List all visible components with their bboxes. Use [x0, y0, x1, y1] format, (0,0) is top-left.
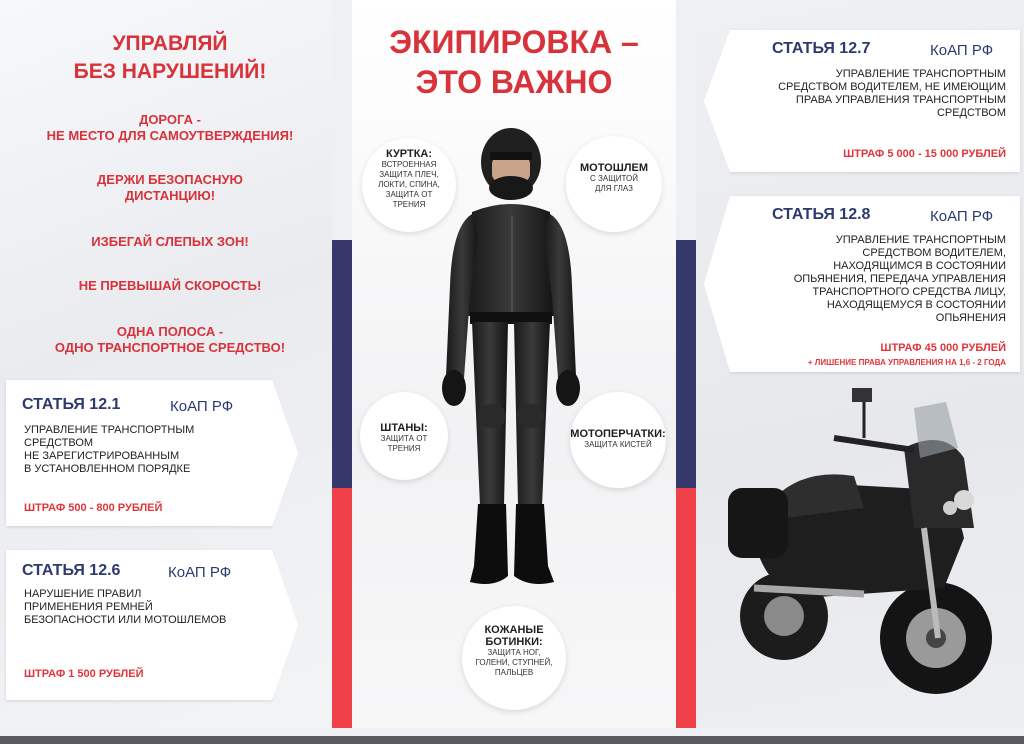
slogan-line-2: БЕЗ НАРУШЕНИЙ! [73, 60, 267, 83]
article-title: СТАТЬЯ 12.1 [22, 396, 121, 413]
callout-text: ГОЛЕНИ, СТУПНЕЙ, [475, 658, 553, 667]
article-12-6-card [6, 550, 272, 700]
callout-title: КОЖАНЫЕ [484, 624, 544, 636]
tip-text: ОДНО ТРАНСПОРТНОЕ СРЕДСТВО! [54, 340, 286, 355]
callout-text: ЗАЩИТА ОТ [385, 190, 433, 199]
callout-text: ЗАЩИТА ПЛЕЧ, [379, 170, 439, 179]
tip-text: ИЗБЕГАЙ СЛЕПЫХ ЗОН! [91, 234, 249, 249]
gloves-callout [570, 392, 666, 488]
article-text [24, 588, 264, 627]
article-text-line: СРЕДСТВОМ [936, 107, 1006, 119]
callout-title: МОТОПЕРЧАТКИ: [570, 428, 666, 440]
callout-text: ТРЕНИЯ [387, 444, 421, 453]
tip-lane [10, 324, 330, 356]
slogan-line-1: УПРАВЛЯЙ [112, 32, 228, 55]
article-text [24, 424, 264, 476]
pants-callout [360, 392, 448, 480]
callout-text: ЗАЩИТА КИСТЕЙ [584, 440, 652, 449]
callout-text: С ЗАЩИТОЙ [590, 174, 638, 183]
article-text-line: БЕЗОПАСНОСТИ ИЛИ МОТОШЛЕМОВ [24, 614, 227, 626]
article-text-line: ПРАВА УПРАВЛЕНИЯ ТРАНСПОРТНЫМ [795, 94, 1006, 106]
tip-text: НЕ ПРЕВЫШАЙ СКОРОСТЬ! [78, 278, 262, 293]
divider-bar-right [676, 240, 696, 728]
motorcycle-image [714, 388, 1020, 708]
article-text-line: УПРАВЛЕНИЕ ТРАНСПОРТНЫМ [835, 68, 1006, 80]
article-fine: ШТРАФ 45 000 РУБЛЕЙ [880, 342, 1006, 354]
tip-text: ДЕРЖИ БЕЗОПАСНУЮ [97, 172, 243, 187]
article-text-line: ПРИМЕНЕНИЯ РЕМНЕЙ [24, 601, 153, 613]
jacket-callout [362, 138, 456, 232]
article-code: КоАП РФ [930, 208, 994, 225]
tip-text: ОДНА ПОЛОСА - [116, 324, 224, 339]
article-text-line: НЕ ЗАРЕГИСТРИРОВАННЫМ [24, 450, 180, 462]
card-arrow [272, 550, 298, 700]
callout-text: ТРЕНИЯ [392, 200, 426, 209]
card-arrow [272, 380, 298, 526]
article-title: СТАТЬЯ 12.7 [772, 40, 871, 57]
callout-text: ЗАЩИТА НОГ, [487, 648, 541, 657]
article-fine: ШТРАФ 500 - 800 РУБЛЕЙ [24, 502, 163, 514]
callout-title: МОТОШЛЕМ [580, 162, 648, 174]
article-text-line: НАХОДЯЩИМСЯ В СОСТОЯНИИ [833, 260, 1006, 272]
article-text-line: НАРУШЕНИЕ ПРАВИЛ [24, 588, 142, 600]
rider-figure [434, 126, 584, 606]
title-line-1: ЭКИПИРОВКА – [389, 24, 639, 60]
article-text-line: УПРАВЛЕНИЕ ТРАНСПОРТНЫМ [24, 424, 195, 436]
tip-distance [10, 172, 330, 204]
tip-text: ДИСТАНЦИЮ! [124, 188, 216, 203]
article-text-line: СРЕДСТВОМ ВОДИТЕЛЕМ, НЕ ИМЕЮЩИМ [778, 81, 1006, 93]
article-text [740, 234, 1006, 325]
article-text-line: В УСТАНОВЛЕННОМ ПОРЯДКЕ [24, 463, 191, 475]
title-line-2: ЭТО ВАЖНО [415, 64, 613, 100]
article-text [740, 68, 1006, 120]
article-text-line: СРЕДСТВОМ [24, 437, 94, 449]
tip-road [10, 112, 330, 144]
main-slogan [20, 30, 320, 86]
helmet-callout [566, 136, 662, 232]
article-code: КоАП РФ [168, 564, 232, 581]
bottom-border [0, 736, 1024, 744]
article-text-line: ТРАНСПОРТНОГО СРЕДСТВА ЛИЦУ, [812, 286, 1006, 298]
tip-blind-spots [10, 234, 330, 250]
article-12-7-card [730, 30, 1020, 172]
article-text-line: ОПЬЯНЕНИЯ [935, 312, 1006, 324]
callout-title: БОТИНКИ: [485, 636, 543, 648]
article-title: СТАТЬЯ 12.6 [22, 562, 121, 579]
article-12-8-card [730, 196, 1020, 372]
callout-title: КУРТКА: [385, 148, 433, 160]
callout-text: ЗАЩИТА ОТ [380, 434, 428, 443]
article-code: КоАП РФ [170, 398, 234, 415]
article-code: КоАП РФ [930, 42, 994, 59]
card-arrow [704, 196, 730, 372]
boots-callout [462, 606, 566, 710]
article-text-line: УПРАВЛЕНИЕ ТРАНСПОРТНЫМ [835, 234, 1006, 246]
callout-text: ЛОКТИ, СПИНА, [378, 180, 440, 189]
article-text-line: ОПЬЯНЕНИЯ, ПЕРЕДАЧА УПРАВЛЕНИЯ [793, 273, 1006, 285]
article-fine: ШТРАФ 1 500 РУБЛЕЙ [24, 668, 144, 680]
tip-speed [10, 278, 330, 294]
article-12-1-card [6, 380, 272, 526]
equipment-title [352, 22, 676, 102]
article-text-line: СРЕДСТВОМ ВОДИТЕЛЕМ, [862, 247, 1006, 259]
article-text-line: НАХОДЯЩЕМУСЯ В СОСТОЯНИИ [826, 299, 1006, 311]
tip-text: ДОРОГА - [139, 112, 201, 127]
tip-text: НЕ МЕСТО ДЛЯ САМОУТВЕРЖДЕНИЯ! [46, 128, 294, 143]
callout-text: ВСТРОЕННАЯ [381, 160, 437, 169]
callout-title: ШТАНЫ: [380, 422, 428, 434]
card-arrow [704, 30, 730, 172]
callout-text: ПАЛЬЦЕВ [494, 668, 534, 677]
article-extra-penalty: + ЛИШЕНИЕ ПРАВА УПРАВЛЕНИЯ НА 1,6 - 2 ГОДА [807, 358, 1006, 367]
callout-text: ДЛЯ ГЛАЗ [595, 184, 633, 193]
article-title: СТАТЬЯ 12.8 [772, 206, 871, 223]
divider-bar-left [332, 240, 352, 728]
article-fine: ШТРАФ 5 000 - 15 000 РУБЛЕЙ [843, 148, 1006, 160]
middle-panel [352, 0, 676, 728]
